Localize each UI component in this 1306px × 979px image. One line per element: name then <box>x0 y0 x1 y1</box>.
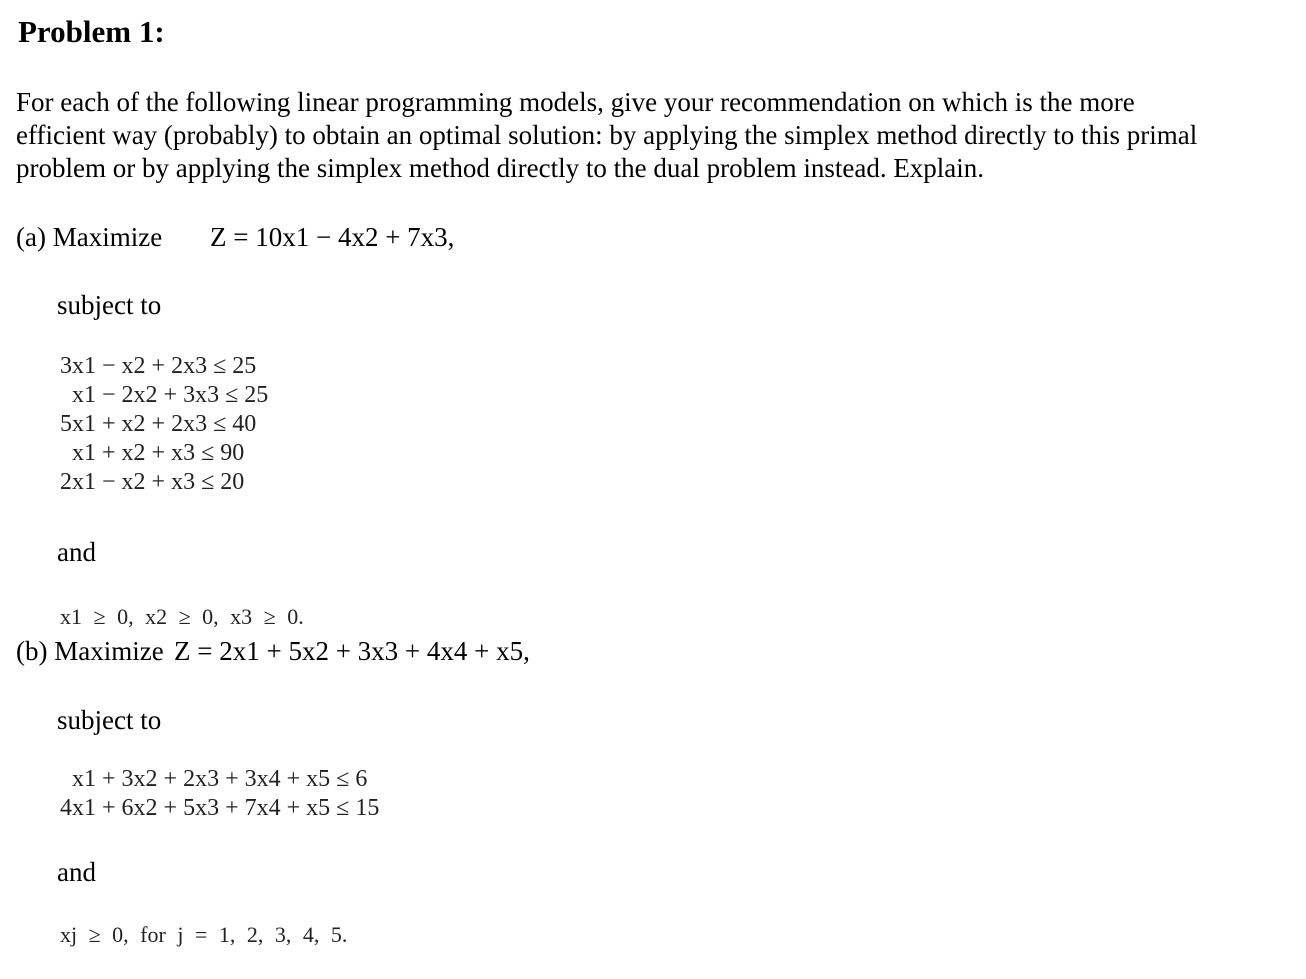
part-b-constraints <box>60 765 379 823</box>
part-b-objective: Z = 2x1 + 5x2 + 3x3 + 4x4 + x5, <box>174 636 530 666</box>
part-b-subject-to: subject to <box>57 705 162 735</box>
constraint-row: 4x1 + 6x2 + 5x3 + 7x4 + x5 ≤ 15 <box>60 795 380 821</box>
part-b-nonnegativity: xj ≥ 0, for j = 1, 2, 3, 4, 5. <box>60 922 348 947</box>
constraint-row: 2x1 − x2 + x3 ≤ 20 <box>60 469 245 495</box>
part-b-and: and <box>57 857 96 887</box>
intro-line: problem or by applying the simplex method directly to the dual problem instead. Explain. <box>16 153 985 183</box>
constraint-row: x1 + 3x2 + 2x3 + 3x4 + x5 ≤ 6 <box>72 766 368 792</box>
part-a-constraints <box>60 352 268 497</box>
constraint-row: x1 + x2 + x3 ≤ 90 <box>72 440 245 466</box>
part-b-label: (b) Maximize <box>16 636 164 666</box>
part-a-label: (a) Maximize <box>16 222 163 252</box>
part-a-objective: Z = 10x1 − 4x2 + 7x3, <box>210 222 455 252</box>
constraint-row: x1 − 2x2 + 3x3 ≤ 25 <box>72 382 269 408</box>
constraint-row: 5x1 + x2 + 2x3 ≤ 40 <box>60 411 257 437</box>
part-a-subject-to: subject to <box>57 290 162 320</box>
problem-title: Problem 1: <box>18 14 165 49</box>
intro-line: For each of the following linear programming models, give your recommendation on which is the more <box>16 87 1135 117</box>
part-a-and: and <box>57 537 96 567</box>
constraint-row: 3x1 − x2 + 2x3 ≤ 25 <box>60 353 257 379</box>
intro-line: efficient way (probably) to obtain an optimal solution: by applying the simplex method directly to this primal <box>16 120 1198 150</box>
problem-intro <box>16 86 1296 185</box>
part-a-nonnegativity: x1 ≥ 0, x2 ≥ 0, x3 ≥ 0. <box>60 604 304 629</box>
